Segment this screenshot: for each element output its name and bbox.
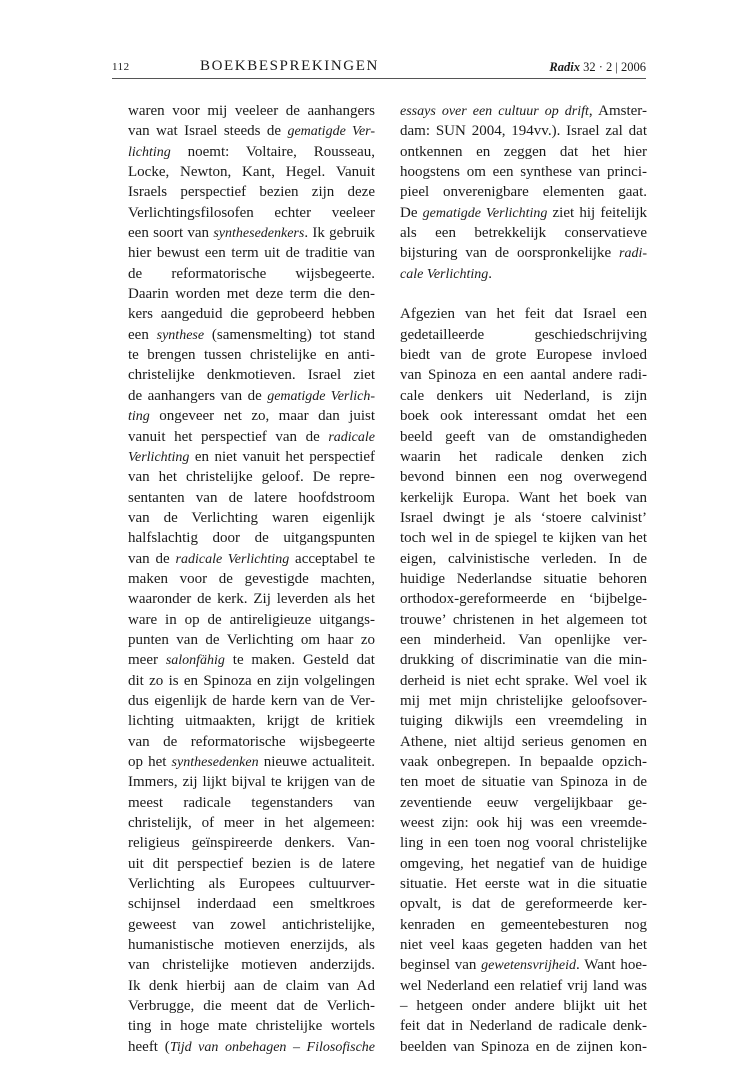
text-run: sentanten van de latere hoofdstroom bbox=[128, 489, 375, 506]
text-line bbox=[400, 1016, 647, 1036]
text-line bbox=[400, 854, 647, 874]
text-run: van de Verlichting waren eigenlijk bbox=[128, 509, 375, 526]
text-run: als een betrekkelijk conservatieve bbox=[400, 225, 647, 242]
text-run: ontkennen en zeggen dat het hier bbox=[400, 143, 647, 160]
text-line bbox=[400, 223, 647, 243]
text-line bbox=[128, 264, 375, 284]
text-line bbox=[128, 711, 375, 731]
text-line bbox=[128, 671, 375, 691]
italic-text-run: synthesedenkers bbox=[213, 226, 305, 242]
text-line bbox=[400, 732, 647, 752]
text-line bbox=[128, 894, 375, 914]
text-run: , Amster- bbox=[588, 103, 648, 119]
text-run: Daarin worden met deze term die den- bbox=[128, 286, 375, 303]
text-line bbox=[400, 650, 647, 670]
text-run: punten van de Verlichting om haar zo bbox=[128, 631, 375, 648]
section-title: BOEKBESPREKINGEN bbox=[200, 58, 379, 74]
text-line bbox=[400, 203, 647, 223]
text-run: van de bbox=[128, 550, 176, 567]
text-run: dit zo is en Spinoza en zijn volgelingen bbox=[128, 672, 375, 689]
text-run: van Spinoza en een aantal andere radi- bbox=[400, 367, 647, 384]
text-line bbox=[400, 772, 647, 792]
text-run: en niet vanuit het perspectief bbox=[189, 448, 375, 465]
text-line bbox=[128, 203, 375, 223]
text-line bbox=[128, 976, 375, 996]
text-line bbox=[400, 569, 647, 589]
text-line bbox=[400, 447, 647, 467]
text-line bbox=[400, 345, 647, 365]
text-run: vaak onbegrepen. In bepaalde opzich- bbox=[400, 754, 647, 770]
text-run: dam: SUN 2004, 194vv.). Israel zal dat bbox=[400, 123, 647, 140]
text-run: weest zijn: ook hij was een vreemde- bbox=[400, 815, 647, 832]
text-run: op het bbox=[128, 754, 172, 770]
text-column-right bbox=[400, 101, 647, 1057]
text-run: bevond binnen een nog overwegend bbox=[400, 469, 647, 486]
text-run: geweest van zowel antichristelijke, bbox=[128, 916, 375, 933]
italic-text-run: synthese bbox=[156, 327, 205, 343]
text-run: gedetailleerde geschiedschrijving bbox=[400, 326, 647, 343]
text-run: huidige Nederlandse situatie behoren bbox=[400, 570, 647, 587]
text-run: de aanhangers van de bbox=[128, 387, 268, 404]
text-run: van de reformatorische wijsbegeerte bbox=[128, 733, 375, 750]
text-run: drukking of discriminatie van die min- bbox=[400, 652, 647, 669]
text-run: schijnsel inderdaad een smeltkroes bbox=[128, 896, 375, 913]
text-line bbox=[128, 793, 375, 813]
text-line bbox=[128, 935, 375, 955]
text-run: (samensmelting) tot stand bbox=[204, 326, 375, 343]
text-line bbox=[128, 833, 375, 853]
text-line bbox=[128, 365, 375, 385]
text-run: Athene, niet altijd serieus genomen en bbox=[400, 733, 647, 750]
text-run: cale denkers uit Nederland, is zijn bbox=[400, 387, 647, 404]
text-line bbox=[128, 427, 375, 447]
text-run: te maken. Gesteld dat bbox=[224, 652, 375, 669]
text-run: dus eigenlijk de harde kern van de Ver- bbox=[128, 692, 375, 709]
text-run: Israels perspectief bezien zijn deze bbox=[128, 184, 375, 201]
text-line bbox=[128, 610, 375, 630]
text-line bbox=[400, 1037, 647, 1057]
text-line bbox=[128, 1016, 375, 1036]
italic-text-run: essays over een cultuur op drift bbox=[400, 104, 589, 119]
italic-text-run: ting bbox=[128, 409, 150, 425]
text-run: eigen, calvinistische verleden. In de bbox=[400, 550, 647, 567]
text-line bbox=[128, 223, 375, 243]
text-run: ten moet de situatie van Spinoza in de bbox=[400, 774, 647, 791]
text-line bbox=[128, 955, 375, 975]
text-run: trouwe’ christenen in het algemeen tot bbox=[400, 611, 647, 628]
text-line bbox=[400, 935, 647, 955]
text-run: maken voor de gevestigde machten, bbox=[128, 570, 375, 587]
text-run: christelijke denkmotieven. Israel ziet bbox=[128, 367, 375, 384]
text-run: lichting uitmaakten, krijgt de kritiek bbox=[128, 713, 375, 730]
text-run: opvalt, is dat de gereformeerde ker- bbox=[400, 896, 647, 913]
text-line bbox=[400, 630, 647, 650]
text-line bbox=[400, 508, 647, 528]
text-run: omgeving, het negatief van de huidige bbox=[400, 855, 647, 872]
text-run: nieuwe actualiteit. bbox=[258, 754, 376, 770]
text-run: tuiging dikwijls een vreemdeling in bbox=[400, 713, 647, 730]
text-line bbox=[400, 304, 647, 324]
text-run: waaronder de kerk. Zij leverden als het bbox=[128, 591, 375, 608]
text-line bbox=[128, 325, 375, 345]
text-run: toch wel in de spiegel te kijken van het bbox=[400, 530, 647, 547]
text-run: Locke, Newton, Kant, Hegel. Vanuit bbox=[128, 164, 375, 181]
text-run: boek ook interessant omdat het een bbox=[400, 408, 647, 425]
text-line bbox=[128, 630, 375, 650]
italic-text-run: synthesedenken bbox=[171, 755, 259, 770]
italic-text-run: Verlichting bbox=[128, 449, 190, 465]
text-run: een minderheid. Van openlijke ver- bbox=[400, 631, 647, 648]
text-line bbox=[400, 284, 647, 304]
text-line bbox=[128, 996, 375, 1016]
text-line bbox=[400, 996, 647, 1016]
text-line bbox=[400, 752, 647, 772]
text-run: meer bbox=[128, 652, 166, 669]
text-run: noemt: Voltaire, Rousseau, bbox=[170, 143, 375, 160]
journal-citation bbox=[549, 60, 646, 75]
text-line bbox=[128, 528, 375, 548]
journal-name: Radix bbox=[549, 60, 580, 74]
text-line bbox=[128, 508, 375, 528]
text-line bbox=[400, 467, 647, 487]
text-run: kenraden en gemeentebesturen nog bbox=[400, 916, 647, 933]
text-line bbox=[128, 304, 375, 324]
italic-text-run: gematigde Ver- bbox=[287, 124, 375, 140]
text-run: te brengen tussen christelijke en anti- bbox=[128, 347, 375, 364]
text-run: kerkelijk Europa. Want het boek van bbox=[400, 489, 647, 506]
text-run: heeft ( bbox=[128, 1038, 170, 1055]
text-run: de reformatorische wijsbegeerte. bbox=[128, 265, 375, 282]
text-line bbox=[400, 243, 647, 263]
italic-text-run: gematigde Verlich- bbox=[267, 388, 376, 404]
text-line bbox=[400, 101, 647, 121]
text-line bbox=[128, 691, 375, 711]
text-line bbox=[400, 182, 647, 202]
text-run: niet veel kaas gegeten hadden van het bbox=[400, 937, 647, 954]
text-run: wel Nederland een relatief vrij land was bbox=[400, 977, 647, 994]
text-line bbox=[128, 284, 375, 304]
text-run: – hetgeen onder andere blijkt uit het bbox=[400, 998, 647, 1015]
text-line bbox=[128, 732, 375, 752]
text-run: ware in op de antireligieuze uitgangs- bbox=[128, 611, 375, 628]
italic-text-run: cale Verlichting bbox=[400, 266, 489, 282]
text-line bbox=[400, 406, 647, 426]
text-line bbox=[400, 976, 647, 996]
text-line bbox=[400, 894, 647, 914]
italic-text-run: gematigde Verlichting bbox=[422, 205, 548, 221]
text-run: waren voor mij veeleer de aanhangers bbox=[128, 103, 375, 119]
text-line bbox=[400, 610, 647, 630]
text-run: ongeveer net zo, maar dan juist bbox=[149, 408, 375, 425]
text-line bbox=[128, 772, 375, 792]
text-line bbox=[400, 691, 647, 711]
text-run: uit dit perspectief bezien is de latere bbox=[128, 855, 375, 872]
text-run: ling in een toen nog vooral christelijke bbox=[400, 835, 647, 852]
text-run: Verlichting als Europees cultuurver- bbox=[128, 876, 375, 893]
text-run: van christelijke motieven anderzijds. bbox=[128, 957, 375, 974]
text-line bbox=[128, 406, 375, 426]
text-line bbox=[400, 386, 647, 406]
text-line bbox=[128, 142, 375, 162]
text-line bbox=[400, 711, 647, 731]
text-line bbox=[400, 874, 647, 894]
text-line bbox=[128, 467, 375, 487]
text-run: acceptabel te bbox=[289, 550, 375, 567]
text-run: religieus geïnspireerde denkers. Van- bbox=[128, 835, 375, 852]
text-line bbox=[128, 101, 375, 121]
text-line bbox=[128, 1037, 375, 1057]
text-run: ting in hoge mate christelijke wortels bbox=[128, 1018, 375, 1035]
text-line bbox=[400, 488, 647, 508]
italic-text-run: lichting bbox=[128, 144, 171, 160]
text-run: van wat Israel steeds de bbox=[128, 123, 288, 140]
text-run: humanistische motieven enerzijds, als bbox=[128, 937, 375, 954]
text-line bbox=[128, 589, 375, 609]
text-line bbox=[128, 854, 375, 874]
text-line bbox=[128, 243, 375, 263]
text-line bbox=[128, 813, 375, 833]
text-line bbox=[128, 447, 375, 467]
text-run: Israel dwingt je als ‘stoere calvinist’ bbox=[400, 509, 647, 526]
text-run: hoogstens om een synthese van princi- bbox=[400, 164, 647, 181]
text-line bbox=[128, 488, 375, 508]
text-run: christelijk, of meer in het algemeen: bbox=[128, 815, 375, 832]
italic-text-run: radicale Verlichting bbox=[175, 551, 290, 567]
text-run: . Want hoe- bbox=[576, 957, 647, 974]
text-run: Verlichtingsfilosofen echter veeleer bbox=[128, 204, 375, 221]
text-line bbox=[128, 650, 375, 670]
text-run: zeventiende eeuw vergelijkbaar ge- bbox=[400, 794, 647, 811]
journal-issue: 32 · 2 | 2006 bbox=[583, 60, 646, 74]
italic-text-run: gewetensvrijheid bbox=[481, 958, 577, 974]
text-line bbox=[400, 142, 647, 162]
text-run: orthodox-gereformeerde en ‘bijbelge- bbox=[400, 591, 647, 608]
text-column-left bbox=[128, 101, 375, 1057]
text-line bbox=[400, 325, 647, 345]
text-run: meest radicale tegenstanders van bbox=[128, 794, 375, 811]
text-run: . bbox=[488, 265, 493, 282]
italic-text-run: Tijd van onbehagen – Filosofische bbox=[169, 1039, 375, 1055]
text-run: feit dat in Nederland de radicale denk- bbox=[400, 1018, 647, 1035]
text-line bbox=[128, 121, 375, 141]
text-line bbox=[400, 955, 647, 975]
italic-text-run: salonfähig bbox=[165, 653, 225, 669]
text-run: halfslachtig door de uitgangspunten bbox=[128, 530, 375, 547]
text-run: waarin het radicale denken zich bbox=[400, 448, 647, 465]
page-number: 112 bbox=[112, 61, 130, 73]
text-run: bijsturing van de oorspronkelijke bbox=[400, 245, 619, 262]
text-line bbox=[400, 833, 647, 853]
text-run: ziet hij feitelijk bbox=[547, 204, 647, 221]
text-line bbox=[128, 549, 375, 569]
text-line bbox=[128, 345, 375, 365]
text-line bbox=[400, 589, 647, 609]
text-line bbox=[128, 569, 375, 589]
text-run: Immers, zij lijkt bijval te krijgen van de bbox=[128, 774, 375, 791]
text-run: mij met mijn christelijke geloofsover- bbox=[400, 692, 647, 709]
text-line bbox=[128, 386, 375, 406]
text-line bbox=[400, 813, 647, 833]
running-header bbox=[112, 58, 646, 79]
text-run: een bbox=[128, 326, 157, 343]
italic-text-run: radicale bbox=[328, 429, 375, 445]
text-line bbox=[400, 121, 647, 141]
text-run: beeld geeft van de omstandigheden bbox=[400, 428, 647, 445]
text-line bbox=[400, 264, 647, 284]
text-line bbox=[400, 915, 647, 935]
text-run: De bbox=[400, 204, 423, 221]
text-line bbox=[400, 365, 647, 385]
text-line bbox=[400, 793, 647, 813]
text-line bbox=[400, 427, 647, 447]
text-run: Verbrugge, die meent dat de Verlich- bbox=[128, 998, 375, 1015]
text-line bbox=[128, 182, 375, 202]
text-run: biedt van de grote Europese invloed bbox=[400, 347, 647, 364]
text-run: beelden van Spinoza en de zijnen kon- bbox=[400, 1038, 647, 1055]
text-run: een soort van bbox=[128, 225, 214, 242]
text-run: . Ik gebruik bbox=[304, 225, 375, 242]
text-run: van het christelijke geloof. De repre- bbox=[128, 469, 375, 486]
text-line bbox=[400, 528, 647, 548]
text-line bbox=[128, 162, 375, 182]
text-run: Ik denk hierbij aan de claim van Ad bbox=[128, 977, 375, 994]
text-line bbox=[400, 549, 647, 569]
text-line bbox=[128, 874, 375, 894]
text-run: beginsel van bbox=[400, 957, 482, 974]
text-run: pieel onverenigbare elementen gaat. bbox=[400, 184, 647, 201]
italic-text-run: radi- bbox=[619, 246, 647, 262]
text-run: derheid is niet echt sprake. Wel voel ik bbox=[400, 672, 647, 689]
text-line bbox=[400, 671, 647, 691]
text-run: kers aangeduid die geprobeerd hebben bbox=[128, 306, 375, 323]
text-line bbox=[128, 915, 375, 935]
text-run: situatie. Het eerste wat in die situatie bbox=[400, 876, 647, 893]
text-run: Afgezien van het feit dat Israel een bbox=[400, 306, 647, 323]
text-run: vanuit het perspectief van de bbox=[128, 428, 329, 445]
text-run: hier bewust een term uit de traditie van bbox=[128, 245, 375, 262]
text-line bbox=[128, 752, 375, 772]
text-line bbox=[400, 162, 647, 182]
